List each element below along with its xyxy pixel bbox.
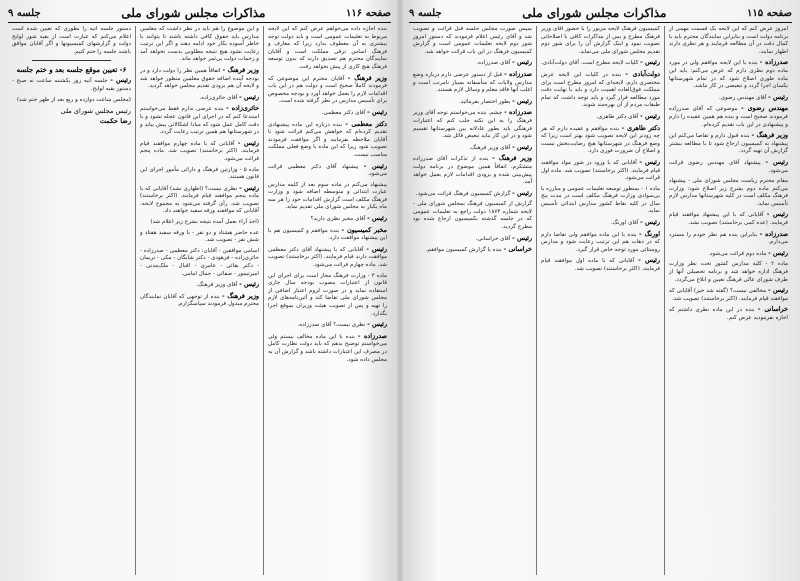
paragraph — [413, 235, 532, 244]
speaker-name: صدرزاده - — [504, 108, 532, 117]
paragraph-text: ماده دوم قرائت می‌شود. — [708, 250, 767, 257]
speaker-name: وزیر فرهنگ - — [221, 291, 259, 300]
paragraph — [140, 26, 259, 64]
paragraph-text: پیشنهاد آقای مهندس رضوی قرائت می‌شود. — [669, 159, 788, 174]
paragraph-text: سپس صورت مجلس جلسه قبل قرائت و تصویب شد و آقای رئیس اعلام فرمودند که دستور امروز شور دوم لایحه تعلیمات عمومی است و گزارش کمیسیون فرهنگ در این باب قرائت خواهد شد. — [413, 26, 532, 55]
speaker-name: وزیر فرهنگ - — [492, 154, 533, 163]
paragraph — [268, 26, 387, 72]
paragraph — [541, 257, 660, 273]
column-body — [12, 26, 131, 56]
paragraph — [669, 105, 788, 129]
paragraph-text: بنده قبول دارم و تقاضا می‌کنم این پیشنهاد به کمیسیون ارجاع شود تا با مطالعه بیشتر گزارش آن تهیه گردد. — [669, 133, 788, 155]
speaker-name: رئیس - — [239, 92, 259, 101]
speaker-name: صدرزاده - — [504, 69, 532, 78]
speaker-name: رئیس - — [768, 248, 788, 257]
paragraph-text: (مجلس ساعت دوازده و ربع بعد از ظهر ختم شد) — [16, 96, 131, 103]
speaker-name: وزیر فرهنگ - — [222, 65, 259, 74]
paragraph-text: بنده در کلیات این لایحه عرض مختصری دارم. لایحه‌ای که امروز مطرح است برای مملکت فوق‌العاده اهمیت دارد و باید با نهایت دقت مورد مطالعه قرار گیرد و باید توجه داشت که تمام طبقات مردم از آن بهره‌مند شوند. — [541, 71, 660, 109]
right-page — [401, 0, 800, 581]
left-page — [0, 0, 399, 581]
paragraph — [268, 227, 387, 243]
paragraph — [541, 219, 660, 228]
paragraph — [669, 261, 788, 284]
paragraph — [541, 231, 660, 255]
speaker-name: مخبر کمیسیون - — [341, 225, 387, 234]
paragraph-text: آقای مخبر نظری دارید؟ — [310, 216, 366, 223]
speaker-name: رئیس - — [512, 233, 532, 242]
paragraph — [413, 190, 532, 199]
paragraph-text: مقام محترم ریاست مجلس شورای ملی - پیشنهاد می‌کنم ماده دوم بشرح زیر اصلاح شود: وزارت فرهنگ مکلف است در کلیه شهرستانها مدارس لازم تأسیس نماید. — [669, 178, 788, 207]
paragraph — [268, 246, 387, 270]
paragraph — [140, 281, 259, 290]
paragraph-text: آقایانی که با پیشنهاد آقای دکتر معظمی موافقت دارند قیام فرمایند. (اکثر برخاستند) تصویب شد. ماده چهارم قرائت می‌شود. — [268, 246, 387, 269]
paragraph-text: بنده از تذکرات آقای صدرزاده متشکرم. اتفاقاً همین موضوع در برنامه دولت پیش‌بینی شده و بزودی اقدامات لازم بعمل خواهد آمد. — [413, 156, 532, 186]
session-number: جلسه ۹ — [8, 7, 41, 19]
speaker-name: رئیس - — [512, 142, 532, 151]
paragraph — [413, 71, 532, 95]
paragraph-text: بنده با این لایحه موافقم ولی در مورد ماده دوم نظری دارم که عرض می‌کنم: باید این ماده طوری اصلاح شود که در تمام شهرستانها یکسان اجرا گردد و تبعیضی در کار نباشد. — [669, 60, 788, 90]
speaker-name: خراسانی - — [503, 245, 532, 254]
paragraph-text: مخالفی نیست؟ (گفته شد خیر) آقایانی که موافقند قیام فرمایند. (اکثر برخاستند) تصویب شد. — [669, 288, 788, 302]
speaker-name: دولت‌آبادی - — [625, 69, 661, 78]
paragraph-text: آقای وزیر فرهنگ. — [196, 282, 238, 289]
divider — [32, 60, 111, 61]
paragraph-text: آقای حائری‌زاده. — [199, 94, 238, 101]
paragraph — [140, 105, 259, 136]
speaker-name: رئیس - — [766, 210, 789, 219]
running-title: مذاکرات مجلس شورای ملی — [121, 6, 266, 20]
paragraph — [413, 246, 532, 255]
paragraph-text: ماده ۱ - بمنظور توسعه تعلیمات عمومی و مبارزه با بی‌سوادی وزارت فرهنگ مکلف است در مدت پنج سال در کلیه نقاط کشور مدارس ابتدائی تأسیس نماید. — [541, 185, 660, 215]
paragraph — [669, 59, 788, 90]
speaker-name: رئیس - — [366, 244, 387, 253]
session-number: جلسه ۹ — [409, 7, 442, 19]
paragraph-text: آقایان محترم این موضوعی که فرمودند کاملاً صحیح است و دولت هم در این باب اقدامات لازم را بعمل خواهد آورد و بودجه مخصوص برای تأسیس مدارس در نظر گرفته شده است. — [268, 75, 387, 105]
paragraph — [669, 94, 788, 103]
paragraph — [541, 26, 660, 56]
paragraph — [140, 248, 259, 278]
paragraph-text: بنده موافقم و عقیده دارم که هر چه زودتر این لایحه تصویب شود بهتر است زیرا که وضع فرهنگ در شهرستانها هیچ رضایت‌بخش نیست و اصلاح آن ضرورت فوری دارد. — [541, 125, 660, 155]
column — [8, 26, 136, 575]
paragraph-text: بنده اجازه داده می‌خواهم عرض کنم که این لایحه مربوط به تعلیمات عمومی است و باید دولت توجه بیشتری به آن معطوف بدارد زیرا که معارف و فرهنگ اساس ترقی مملکت است و آقایان نمایندگان محترم هم تصدیق دارند که بدون توسعه فرهنگ هیچ کاری از پیش نخواهد رفت. — [268, 26, 387, 70]
paragraph-text: کلیات لایحه مطرح است. آقای دولت‌آبادی. — [541, 60, 639, 67]
paragraph-text: ماده ۴ - وزارت فرهنگ مجاز است برای اجرای این قانون از اعتبارات مصوب بودجه سال جاری استفاده نماید و در صورت لزوم اعتبار اضافی از مجلس شورای ملی تقاضا کند و آئین‌نامه‌های لازم را تهیه و پس از تصویب هیئت وزیران بموقع اجرا بگذارد. — [268, 272, 387, 317]
speaker-name: رئیس - — [367, 107, 387, 116]
paragraph — [140, 94, 259, 103]
speaker-name: رئیس - — [367, 320, 387, 329]
paragraph-text: عده حاضر هشتاد و دو نفر - با ورقه سفید هفتاد و شش نفر - تصویب شد. — [140, 229, 259, 244]
speaker-name: رئیس - — [110, 76, 131, 85]
signature-block — [12, 107, 131, 126]
paragraph-text: آقای مهندس رضوی. — [718, 94, 767, 101]
paragraph — [413, 59, 532, 68]
paragraph — [669, 26, 788, 56]
paragraph-text: آقای وزیر فرهنگ. — [469, 144, 511, 151]
paragraph — [268, 321, 387, 330]
speaker-name: دکتر معظمی - — [345, 119, 388, 128]
paragraph — [669, 211, 788, 227]
paragraph-text: آقایانی که با ماده اول موافقند قیام فرمایند. (اکثر برخاستند) تصویب شد. — [541, 258, 660, 273]
paragraph — [140, 167, 259, 182]
paragraph-text: آقای صدرزاده. — [476, 60, 511, 67]
speaker-name: رئیس - — [765, 157, 788, 166]
paragraph — [140, 230, 259, 245]
speaker-name: صدرزاده - — [759, 58, 788, 67]
signature-name: رضا حکمت — [99, 117, 131, 126]
paragraph — [413, 144, 532, 153]
paragraph — [413, 201, 532, 231]
paragraph — [413, 98, 532, 107]
speaker-name: رئیس - — [640, 218, 660, 227]
paragraph-text: بنده در این ماده نظری داشتم که اجازه نفرمودید عرض کنم. — [669, 307, 788, 321]
speaker-name: رئیس - — [640, 58, 660, 67]
left-page-header — [8, 4, 391, 23]
paragraph-text: گزارش کمیسیون فرهنگ قرائت می‌شود. — [415, 190, 511, 197]
paragraph — [268, 163, 387, 179]
paragraph-text: اسامی موافقین - آقایان: دکتر معظمی - صدرزاده - حائری‌زاده - فرهودی - دکتر شایگان - مکی - نریمان - دکتر بقائی - عامری - اقبال - ملک‌مدنی - امیرتیمور - صفائی - جمال امامی. — [140, 247, 259, 277]
paragraph — [669, 132, 788, 156]
paragraph-text: بنده از توجهی که آقایان نمایندگان محترم مبذول فرمودند سپاسگزارم. — [140, 293, 259, 308]
paragraph — [12, 77, 131, 93]
paragraph-text: بنابراین بنده هم نظر خودم را مسترد می‌دارم. — [669, 231, 788, 246]
paragraph — [541, 71, 660, 110]
paragraph-text: بنده با این ماده موافقم ولی تقاضا دارم که در دهات هم این ترتیب رعایت شود و مدارس روستائی مورد توجه خاص قرار گیرد. — [541, 231, 660, 253]
left-page-columns — [8, 26, 391, 575]
paragraph-text: جلسه آتیه روز یکشنبه ساعت نه صبح - دستور بقیه لوایح. — [12, 78, 131, 92]
page-number: صفحه ۱۱۶ — [346, 7, 391, 19]
paragraph — [268, 273, 387, 319]
paragraph-text: دستور جلسه آتیه را بطوری که تعیین شده است اعلام می‌کنم که عبارت است از بقیه شور لوایح دولت و گزارشهای کمیسیونها و اگر آقایان موافق باشند جلسه را ختم کنیم. — [12, 26, 131, 55]
column-tail — [12, 77, 131, 104]
paragraph-text: اتفاقاً همین نظر را دولت دارد و در بودجه آینده اضافه حقوق معلمین منظور خواهد شد و لایحه آن هم بزودی تقدیم مجلس خواهد گردید. — [140, 67, 259, 90]
paragraph-text: (اخذ آراء بعمل آمده نتیجه بشرح زیر اعلام شد) — [150, 219, 259, 226]
paragraph-text: و این موضوع را هم باید در نظر داشت که معلمین مدارس باید حقوق کافی داشته باشند تا بتوانند با خاطر آسوده بکار خود ادامه دهند و اگر این ترتیب رعایت نشود هیچ نتیجه مطلوبی بدست نخواهد آمد و زحمات دولت بی‌ثمر خواهد ماند. — [140, 26, 259, 63]
paragraph — [413, 155, 532, 186]
column — [665, 26, 792, 575]
speaker-name: اورنگ - — [639, 229, 660, 238]
speaker-name: مهندس رضوی - — [740, 104, 789, 113]
paragraph — [12, 97, 131, 105]
paragraph — [268, 121, 387, 160]
paragraph — [140, 219, 259, 227]
right-page-columns — [409, 26, 792, 575]
paragraph — [140, 67, 259, 91]
speaker-name: وزیر فرهنگ - — [751, 131, 788, 140]
paragraph — [669, 178, 788, 208]
paragraph — [669, 159, 788, 175]
paragraph-text: نظری نیست؟ آقای صدرزاده. — [297, 322, 366, 329]
paragraph — [541, 125, 660, 156]
speaker-name: رئیس - — [237, 138, 259, 147]
speaker-name: رئیس - — [239, 280, 259, 289]
speaker-name: رئیس - — [639, 157, 660, 166]
speaker-name: رئیس - — [768, 286, 788, 295]
paragraph-text: آقای اورنگ. — [611, 220, 639, 227]
speaker-name: رئیس - — [512, 188, 532, 197]
paragraph-text: ماده ۵ - وزارتین فرهنگ و دارائی مأمور اجرای این قانون هستند. — [140, 166, 259, 181]
paragraph-text: پیشنهاد آقای دکتر معظمی قرائت می‌شود. — [268, 163, 387, 178]
paragraph-text: بنده با این ماده مخالف نیستم ولی می‌خواستم توضیح بدهم که باید دولت نظارت کامل در مصرف این اعتبارات داشته باشد و گزارش آن به مجلس داده شود. — [268, 333, 387, 363]
speaker-name: رئیس - — [638, 256, 661, 265]
paragraph — [669, 250, 788, 259]
speaker-name: رئیس - — [768, 92, 788, 101]
paragraph — [268, 109, 387, 118]
paragraph — [413, 109, 532, 140]
speaker-name: وزیر فرهنگ - — [347, 73, 387, 82]
paragraph-text: آقایانی که با این پیشنهاد موافقند قیام فرمایند. (عده کمی برخاستند) تصویب نشد. — [669, 212, 788, 227]
paragraph — [541, 186, 660, 216]
speaker-name: خراسانی - — [757, 305, 788, 314]
section-heading: ۶- تعیین موقع جلسه بعد و ختم جلسه — [16, 65, 127, 75]
paragraph-text: آقایانی که با ماده چهارم موافقند قیام فرمایند. (اکثر برخاستند) تصویب شد. ماده پنجم قرائت می‌شود. — [140, 140, 259, 162]
paragraph — [541, 59, 660, 68]
column — [409, 26, 537, 575]
paragraph-text: بنده موافقم و کمیسیون هم با این پیشنهاد موافقت دارد. — [268, 227, 387, 242]
speaker-name: صدرزاده - — [357, 331, 387, 340]
speaker-name: رئیس - — [239, 183, 260, 192]
paragraph — [268, 333, 387, 364]
paragraph — [541, 159, 660, 183]
paragraph-text: بطور اختصار بفرمائید. — [459, 98, 511, 105]
paragraph-text: بنده درباره این ماده پیشنهادی تقدیم کرده‌ام که خواهش می‌کنم قرائت شود تا آقایان ملاحظه بفرمایند و اگر موافقت فرمودند تصویب شود زیرا که این ماده با وضع فعلی مملکت مناسب نیست. — [268, 121, 387, 158]
column — [537, 26, 665, 575]
column — [136, 26, 264, 575]
paragraph — [140, 293, 259, 309]
paragraph-text: پیشنهاد می‌کنم در ماده سوم بعد از کلمه مدارس عبارت ابتدائی و متوسطه اضافه شود و وزارت فرهنگ مکلف است گزارش اقدامات خود را هر سه ماه یکبار به مجلس شورای ملی تقدیم نماید. — [268, 181, 387, 211]
paragraph-text: ماده ۲ - کلیه مدارس کشور تحت نظر وزارت فرهنگ اداره خواهد شد و برنامه تحصیلی آنها از طرف شورای عالی فرهنگ تعیین و ابلاغ می‌گردد. — [669, 261, 788, 283]
paragraph — [669, 287, 788, 303]
paragraph-text: آقای خراسانی. — [475, 235, 511, 242]
paragraph — [140, 185, 259, 216]
paragraph — [140, 140, 259, 164]
paragraph-text: بنده عرضی ندارم فقط می‌خواستم استدعا کنم که در اجرای این قانون عجله نشود و با دقت کامل عمل شود که مبادا اشکالاتی پیش بیاید و در شهرستانها هم همین ترتیب رعایت گردد. — [140, 106, 259, 136]
speaker-name: رئیس - — [512, 96, 532, 105]
paragraph-text: کمیسیون فرهنگ لایحه مزبور را با حضور آقای وزیر فرهنگ مطرح و پس از مذاکرات کافی با اصلاحاتی تصویب نمود و اینک گزارش آن را برای شور دوم تقدیم مجلس شورای ملی می‌نماید. — [541, 26, 660, 55]
paragraph — [669, 306, 788, 322]
paragraph-text: چشم. بنده می‌خواستم توجه آقای وزیر فرهنگ را به این نکته جلب کنم که اعتبارات فرهنگی باید بطور عادلانه بین شهرستانها تقسیم شود و در این کار نباید تبعیض قائل شد. — [413, 110, 532, 140]
right-page-header — [409, 4, 792, 23]
paragraph — [541, 113, 660, 122]
speaker-name: رئیس - — [512, 58, 532, 67]
speaker-name: رئیس - — [363, 161, 388, 170]
speaker-name: رئیس - — [367, 214, 387, 223]
paragraph-text: موضوعی که آقای صدرزاده فرمودند صحیح است و بنده هم همین عقیده را دارم و پیشنهادی در این باب تقدیم کرده‌ام. — [669, 106, 788, 128]
speaker-name: رئیس - — [640, 111, 660, 120]
speaker-name: دکتر طاهری - — [621, 123, 660, 132]
speaker-name: صدرزاده - — [759, 229, 788, 238]
paragraph-text: آقای دکتر معظمی. — [321, 109, 366, 116]
paragraph-text: گزارش از کمیسیون فرهنگ بمجلس شورای ملی - لایحه شماره ۱۸۷۳ دولت راجع به تعلیمات عمومی که در جلسه گذشته بکمیسیون ارجاع شده بود مطرح گردید. — [413, 201, 532, 231]
paragraph-text: بنده با گزارش کمیسیون موافقم. — [425, 247, 502, 254]
speaker-name: حائری‌زاده - — [226, 104, 259, 113]
paragraph-text: آقای دکتر طاهری. — [596, 113, 639, 120]
paragraph-text: آقایانی که با ورود در شور مواد موافقند قیام فرمایند. (اکثر برخاستند) تصویب شد. ماده اول قرائت می‌شود. — [541, 159, 660, 182]
page-number: صفحه ۱۱۵ — [747, 7, 792, 19]
paragraph — [268, 215, 387, 224]
column — [264, 26, 391, 575]
paragraph — [669, 231, 788, 247]
paragraph — [268, 75, 387, 106]
paragraph-text: نظری نیست؟ (اظهاری نشد) آقایانی که با ماده پنجم موافقند قیام فرمایند. (اکثر برخاستند) تصویب شد. رأی گرفته می‌شود به مجموع لایحه. آقایانی که موافقند ورقه سفید خواهند داد. — [140, 185, 259, 215]
paragraph-text: قبل از دستور عرضی دارم درباره وضع مدارس ولایات که متأسفانه بسیار نامرتب است و اغلب آنها فاقد معلم و وسائل لازم هستند. — [413, 71, 532, 94]
paragraph-text: امروز عرض کنم که این لایحه یک قسمت مهمی از برنامه دولت است و بنابراین نمایندگان محترم باید با کمال دقت در آن مطالعه فرمایند و هر نظری دارند اظهار نمایند. — [669, 26, 788, 55]
paragraph — [413, 26, 532, 56]
signature-title: رئیس مجلس شورای ملی — [60, 107, 131, 116]
running-title: مذاکرات مجلس شورای ملی — [522, 6, 667, 20]
paragraph — [268, 182, 387, 212]
paragraph — [12, 26, 131, 56]
